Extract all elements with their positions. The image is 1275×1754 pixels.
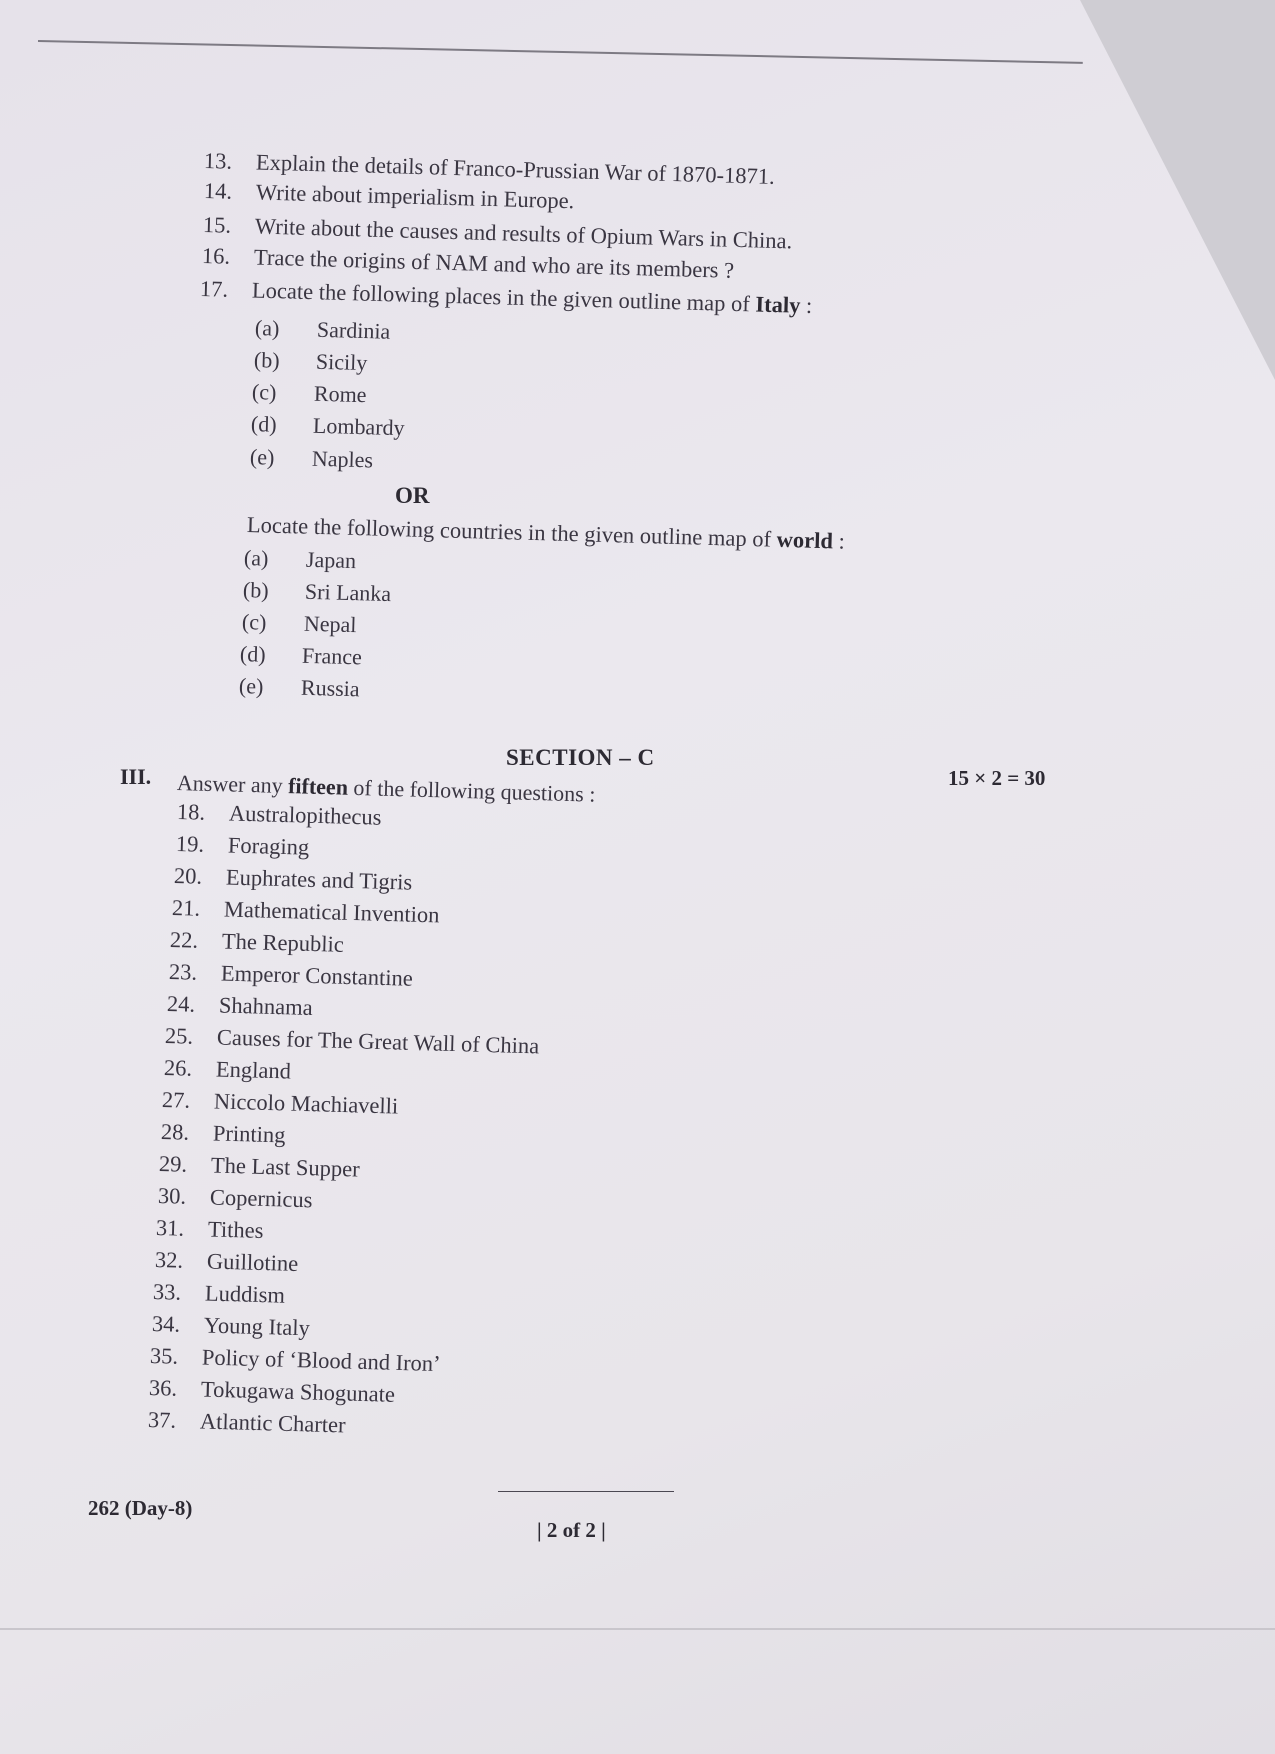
world-country	[240, 641, 363, 670]
question-number: 21.	[171, 895, 201, 921]
page-bottom-edge	[0, 1628, 1275, 1630]
question-number: 33.	[152, 1279, 182, 1305]
question-number: 24.	[166, 991, 196, 1017]
instruction-suffix: :	[832, 528, 846, 554]
footer-rule	[498, 1491, 674, 1492]
question-number: 18.	[176, 799, 206, 825]
page-number: | 2 of 2 |	[537, 1518, 606, 1542]
instruction-text: Locate the following countries in the given outline map of	[246, 512, 778, 552]
question-number: 28.	[160, 1119, 190, 1145]
question-31	[156, 1217, 264, 1242]
section-c-marks: 15 × 2 = 30	[948, 766, 1046, 790]
place-label: (a)	[254, 315, 280, 341]
place-name: Sicily	[315, 348, 368, 376]
country-label: (a)	[243, 545, 269, 571]
italy-place	[252, 379, 367, 408]
country-label: (c)	[241, 609, 267, 635]
country-label: (b)	[242, 577, 270, 603]
country-name: France	[301, 642, 363, 670]
place-name: Lombardy	[312, 412, 405, 441]
question-text: The Republic	[221, 928, 345, 957]
question-number: 36.	[148, 1375, 178, 1401]
place-label: (e)	[249, 444, 275, 470]
question-text: Causes for The Great Wall of China	[216, 1024, 540, 1059]
question-number: 29.	[158, 1151, 188, 1177]
country-name: Sri Lanka	[304, 578, 392, 607]
question-text: The Last Supper	[210, 1152, 361, 1182]
country-name: Russia	[300, 674, 361, 702]
question-number: 26.	[163, 1055, 193, 1081]
question-text: Locate the following places in the given outline map of	[251, 277, 756, 317]
question-32	[155, 1249, 299, 1275]
place-label: (d)	[250, 411, 278, 437]
section-c-title: SECTION – C	[506, 745, 655, 770]
question-19	[176, 833, 310, 859]
italy-place	[251, 411, 405, 441]
place-name: Rome	[313, 380, 367, 408]
question-text: Foraging	[227, 832, 310, 860]
question-text: Guillotine	[206, 1248, 299, 1276]
question-number: 13.	[203, 148, 233, 174]
instruction-text: Answer any	[176, 770, 289, 799]
italy-place	[255, 315, 391, 345]
question-text: Niccolo Machiavelli	[213, 1088, 399, 1119]
place-name: Naples	[311, 445, 374, 473]
question-number: 34.	[151, 1311, 181, 1337]
place-label: (c)	[251, 379, 277, 405]
question-text: Euphrates and Tigris	[225, 864, 413, 895]
italy-place	[254, 347, 368, 376]
question-number: 35.	[149, 1343, 179, 1369]
question-text: Atlantic Charter	[199, 1408, 346, 1438]
question-26	[164, 1057, 292, 1083]
question-text: Tokugawa Shogunate	[200, 1376, 396, 1407]
map-region-bold: world	[776, 526, 834, 554]
question-number: 37.	[147, 1407, 177, 1433]
question-text: Mathematical Invention	[223, 896, 440, 928]
paper-code: 262 (Day-8)	[88, 1496, 193, 1520]
question-number: 14.	[203, 178, 233, 204]
question-number: 32.	[154, 1247, 184, 1273]
question-number: 25.	[164, 1023, 194, 1049]
question-33	[153, 1281, 286, 1307]
map-region-bold: Italy	[755, 291, 801, 318]
question-text: Trace the origins of NAM and who are its members ?	[253, 244, 735, 283]
question-30	[158, 1185, 313, 1212]
question-number: 17.	[199, 276, 229, 302]
question-24	[167, 993, 313, 1020]
section-c-roman-numeral: III.	[120, 764, 152, 789]
question-text: Luddism	[204, 1280, 286, 1308]
question-22	[170, 929, 344, 956]
question-number: 30.	[157, 1183, 187, 1209]
question-number: 20.	[173, 863, 203, 889]
question-text: Write about imperialism in Europe.	[255, 179, 575, 214]
question-text: Write about the causes and results of Opium Wars in China.	[254, 213, 793, 254]
question-number: 16.	[201, 243, 231, 269]
question-number: 22.	[169, 927, 199, 953]
country-label: (e)	[238, 673, 264, 699]
place-name: Sardinia	[316, 316, 391, 344]
world-country	[239, 673, 360, 702]
question-text: Shahnama	[218, 992, 314, 1021]
question-text: Australopithecus	[228, 800, 382, 830]
question-number: 19.	[175, 831, 205, 857]
question-34	[152, 1313, 310, 1340]
country-label: (d)	[239, 641, 267, 667]
question-text: Emperor Constantine	[220, 960, 414, 991]
question-number: 31.	[155, 1215, 185, 1241]
question-text: Explain the details of Franco-Prussian War of 1870-1871.	[255, 149, 776, 189]
question-number: 27.	[161, 1087, 191, 1113]
world-country	[243, 577, 392, 607]
question-text: England	[215, 1056, 292, 1084]
question-text: Printing	[212, 1120, 286, 1148]
country-name: Japan	[305, 546, 357, 574]
question-number: 15.	[202, 212, 232, 238]
italy-place	[250, 444, 374, 473]
place-label: (b)	[253, 347, 281, 373]
or-divider: OR	[395, 483, 430, 508]
question-28	[161, 1121, 286, 1147]
world-country	[242, 609, 357, 638]
question-text: Tithes	[207, 1216, 264, 1243]
instruction-suffix: of the following questions :	[347, 774, 596, 807]
question-number: 23.	[168, 959, 198, 985]
question-text: Policy of ‘Blood and Iron’	[201, 1344, 441, 1377]
world-country	[244, 545, 357, 574]
question-text-suffix: :	[800, 292, 813, 319]
country-name: Nepal	[303, 610, 357, 638]
instruction-bold: fifteen	[287, 773, 349, 800]
question-text: Copernicus	[209, 1184, 313, 1213]
question-text: Young Italy	[203, 1312, 311, 1341]
